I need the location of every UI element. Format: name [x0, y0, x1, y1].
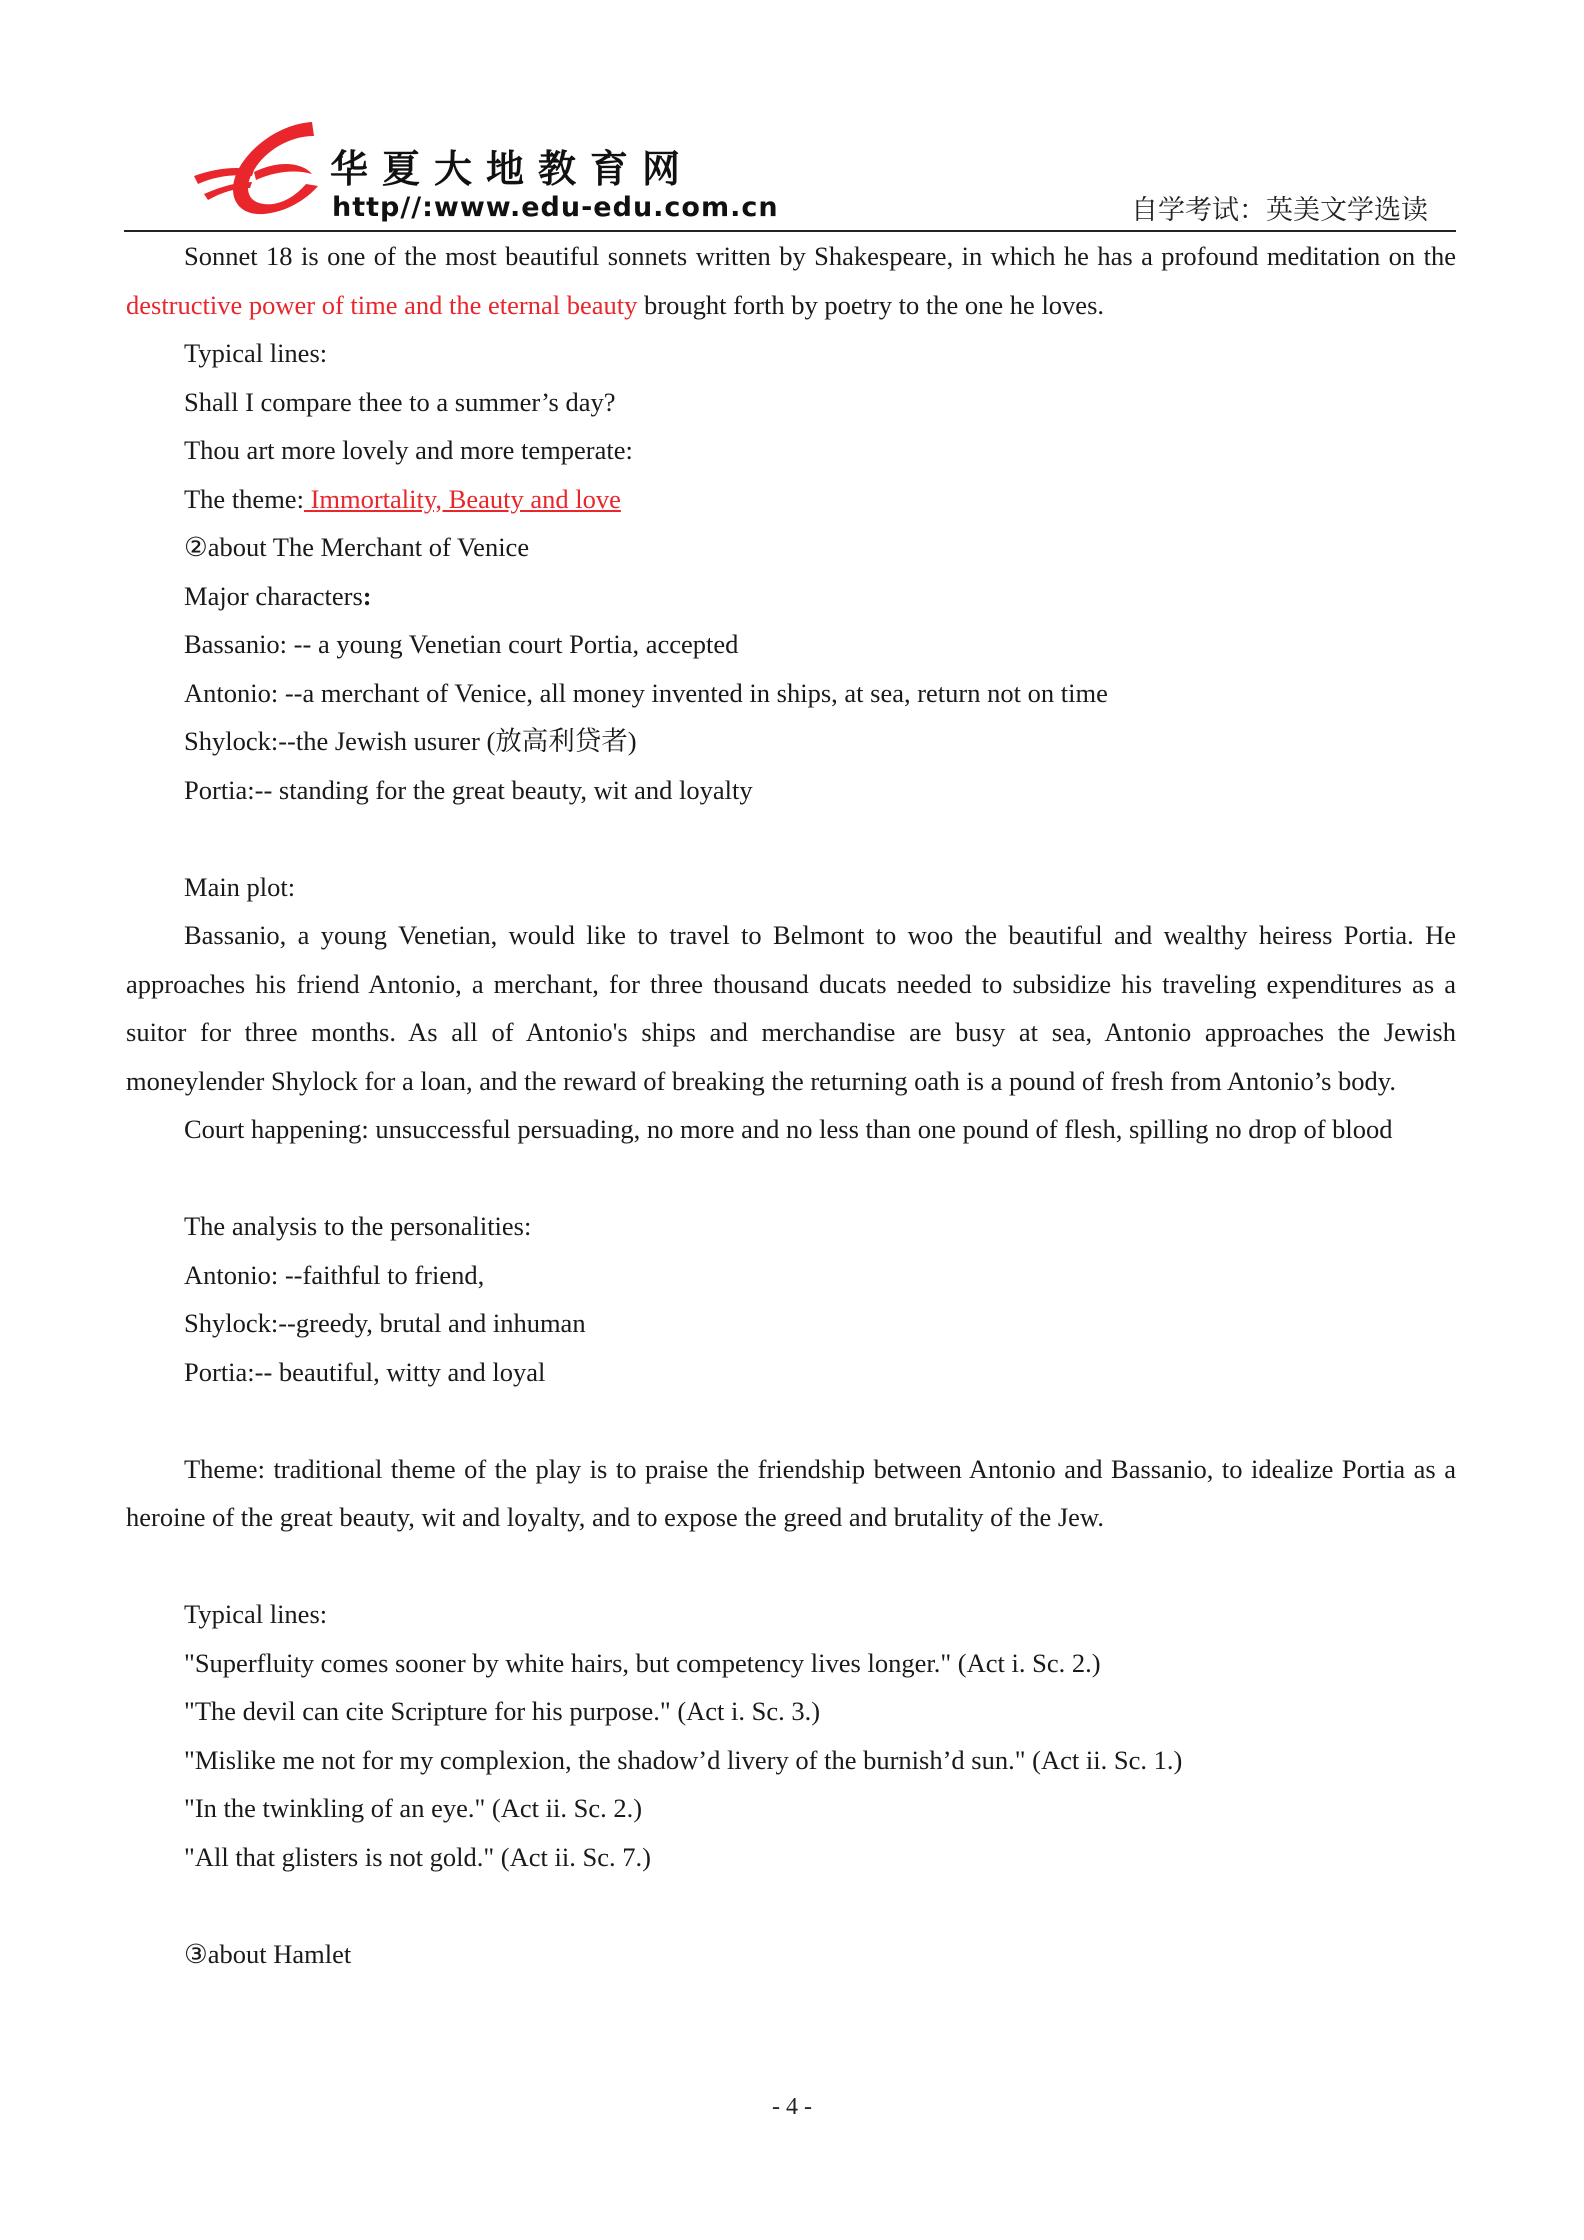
course-title: 自学考试：英美文学选读 — [1131, 195, 1428, 226]
typical-lines-label: Typical lines: — [184, 1599, 328, 1629]
quote-line: "Mislike me not for my complexion, the shadow’d livery of the burnish’d sun." (Act ii. Sc. 1.) — [184, 1744, 1183, 1775]
document-body — [126, 232, 1456, 1978]
major-characters-label — [126, 572, 1456, 621]
spacer — [126, 1396, 1456, 1445]
quote-line: "The devil can cite Scripture for his purpose." (Act i. Sc. 3.) — [184, 1696, 821, 1726]
spacer — [126, 1881, 1456, 1930]
character-line: Bassanio: -- a young Venetian court Portia, accepted — [184, 629, 739, 659]
sonnet-line: Thou art more lovely and more temperate: — [184, 435, 633, 465]
theme-line — [126, 475, 1456, 524]
spacer — [126, 1542, 1456, 1591]
personality-line: Portia:-- beautiful, witty and loyal — [184, 1356, 546, 1387]
court-paragraph: Court happening: unsuccessful persuading, no more and no less than one pound of flesh, spilling no drop of blood — [184, 1114, 1393, 1144]
typical-lines-label: Typical lines: — [184, 338, 328, 368]
personality-line: Antonio: --faithful to friend, — [184, 1259, 485, 1290]
theme-label: The theme: — [184, 483, 304, 514]
character-line: Antonio: --a merchant of Venice, all money invented in ships, at sea, return not on time — [184, 677, 1108, 708]
page-header — [124, 108, 1456, 232]
sonnet-text-a: Sonnet 18 is one of the most beautiful sonnets written by Shakespeare, in which he has a profound meditation on the — [184, 241, 1456, 271]
character-line: Shylock:--the Jewish usurer (放高利贷者) — [184, 726, 637, 756]
site-url[interactable]: http//:www.edu-edu.com.cn — [332, 192, 779, 223]
sonnet-text-b: brought forth by poetry to the one he loves. — [637, 289, 1105, 320]
quote-line: "In the twinkling of an eye." (Act ii. Sc. 2.) — [184, 1793, 643, 1823]
analysis-label: The analysis to the personalities: — [184, 1211, 532, 1241]
highlight-text: destructive power of time and the eternal beauty — [126, 289, 638, 320]
character-line: Portia:-- standing for the great beauty, wit and loyalty — [184, 774, 753, 805]
theme-paragraph: Theme: traditional theme of the play is to praise the friendship between Antonio and Bassanio, to idealize Portia as a heroine of the great beauty, wit and loyalty, and to expose the greed and brutality of the Jew. — [126, 1453, 1456, 1532]
plot-paragraph: Bassanio, a young Venetian, would like to travel to Belmont to woo the beautiful and wealthy heiress Portia. He approaches his friend Antonio, a merchant, for three thousand ducats needed to subsidize his traveling expenditures as a suitor for three months. As all of Antonio's ships and merchandise are busy at sea, Antonio approaches the Jewish moneylender Shylock for a loan, and the reward of breaking the returning oath is a pound of fresh from Antonio’s body. — [126, 920, 1456, 1096]
major-label-text: Major characters — [184, 580, 363, 611]
spacer — [126, 814, 1456, 863]
sonnet-paragraph — [126, 232, 1456, 329]
major-label-colon: : — [362, 580, 372, 611]
quote-line: "All that glisters is not gold." (Act ii. Sc. 7.) — [184, 1841, 651, 1872]
theme-value: Immortality, Beauty and love — [303, 483, 621, 514]
sonnet-line: Shall I compare thee to a summer’s day? — [184, 386, 616, 417]
page-number: - 4 - — [772, 2094, 812, 2120]
hamlet-heading: ③about Hamlet — [184, 1938, 352, 1969]
personality-line: Shylock:--greedy, brutal and inhuman — [184, 1308, 586, 1338]
merchant-heading: ②about The Merchant of Venice — [184, 532, 530, 562]
main-plot-label: Main plot: — [184, 871, 296, 902]
quote-line: "Superfluity comes sooner by white hairs, but competency lives longer." (Act i. Sc. 2.) — [184, 1647, 1101, 1678]
site-name: 华夏大地教育网 — [330, 147, 695, 191]
spacer — [126, 1154, 1456, 1203]
